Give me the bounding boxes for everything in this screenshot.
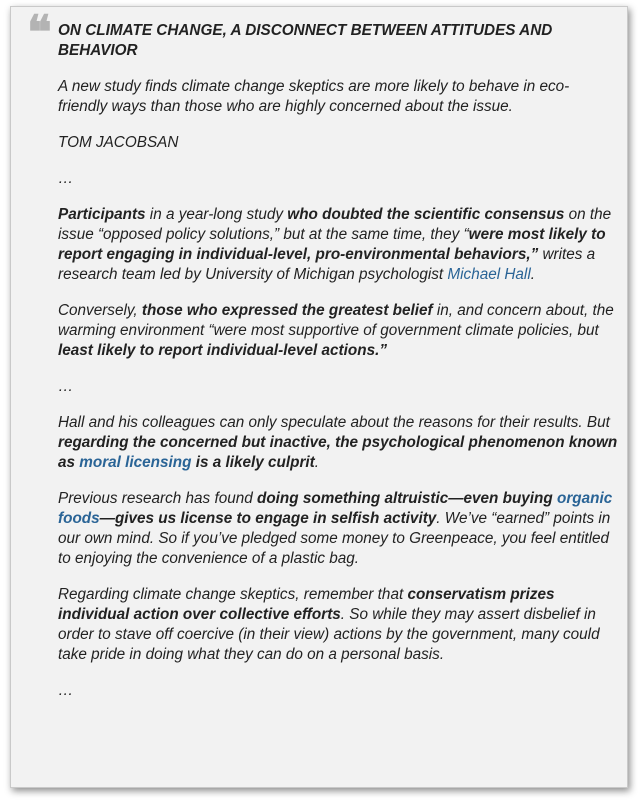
quote-mark-icon: ❝ [27,5,52,59]
quote-block [10,6,628,788]
ellipsis-3: … [58,682,74,699]
ellipsis-1: … [58,170,74,187]
organic-foods-link[interactable]: organic foods [58,490,613,527]
moral-licensing-link[interactable]: moral licensing [79,454,192,471]
paragraph-previous-research: Previous research has found doing something altruistic—even buying organic foods—gives us license to engage in selfish activity. We’ve “earned” points in our own mind. So if you’ve pledged some money to Greenpeace, you feel entitled to enjoying the convenience of a plastic bag. [58,490,613,567]
quote-content [58,21,618,717]
michael-hall-link[interactable]: Michael Hall [447,266,531,283]
article-title: ON CLIMATE CHANGE, A DISCONNECT BETWEEN ATTITUDES AND BEHAVIOR [58,22,553,59]
paragraph-participants: Participants in a year-long study who doubted the scientific consensus on the issue “opposed policy solutions,” but at the same time, they “were most likely to report engaging in individual-level, pro-environmental behaviors,” writes a research team led by University of Michigan psychologist Michael Hall. [58,206,612,283]
article-subtitle: A new study finds climate change skeptics are more likely to behave in eco-friendly ways than those who are highly concerned about the issue. [58,78,570,115]
article-author: TOM JACOBSAN [58,134,179,151]
ellipsis-2: … [58,378,74,395]
paragraph-hall: Hall and his colleagues can only speculate about the reasons for their results. But regarding the concerned but inactive, the psychological phenomenon known as moral licensing is a likely culprit. [58,414,618,471]
paragraph-conversely: Conversely, those who expressed the greatest belief in, and concern about, the warming environment “were most supportive of government climate policies, but least likely to report individual-level actions.” [58,302,614,359]
paragraph-skeptics: Regarding climate change skeptics, remember that conservatism prizes individual action over collective efforts. So while they may assert disbelief in order to stave off coercive (in their view) actions by the government, many could take pride in doing what they can do on a personal basis. [58,586,600,663]
